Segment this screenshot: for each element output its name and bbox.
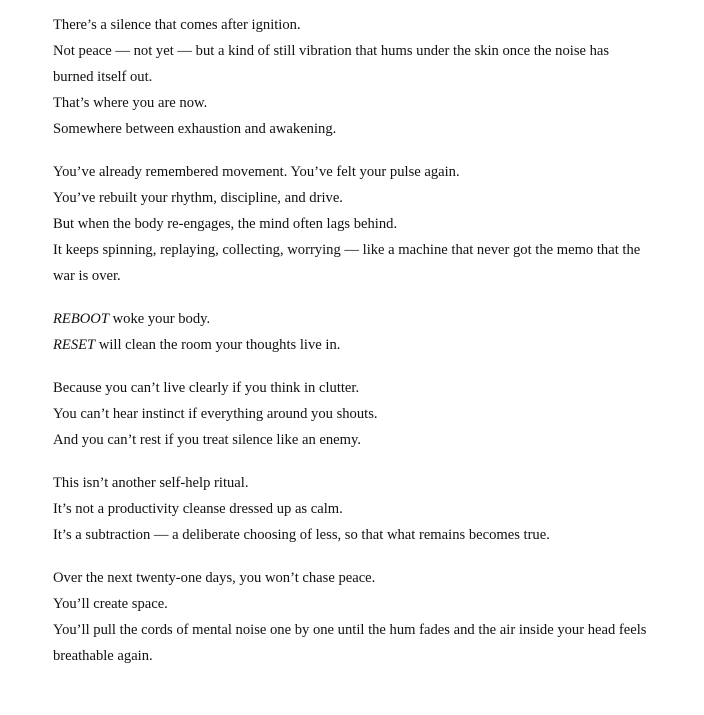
text-line: Not peace — not yet — but a kind of still vibration that hums under the skin once the noise has burned itself out. xyxy=(53,43,610,85)
paragraph-twenty-one-days xyxy=(53,565,653,669)
reboot-line xyxy=(53,306,653,332)
paragraph-reboot-reset xyxy=(53,306,653,358)
text-line: This isn’t another self-help ritual. xyxy=(53,475,249,491)
text-line: You’ve rebuilt your rhythm, discipline, and drive. xyxy=(53,190,343,206)
reset-text: will clean the room your thoughts live in. xyxy=(95,337,341,353)
reboot-title: REBOOT xyxy=(53,311,109,327)
text-line: It’s a subtraction — a deliberate choosing of less, so that what remains becomes true. xyxy=(53,527,550,543)
paragraph-ignition xyxy=(53,12,653,142)
text-line: Somewhere between exhaustion and awakening. xyxy=(53,121,337,137)
paragraph-clutter xyxy=(53,375,653,453)
reboot-text: woke your body. xyxy=(108,311,211,327)
text-line: You can’t hear instinct if everything around you shouts. xyxy=(53,406,378,422)
paragraph-subtraction xyxy=(53,470,653,548)
text-line: You’ll pull the cords of mental noise one by one until the hum fades and the air inside your head feels breathable again. xyxy=(53,622,647,664)
reset-line xyxy=(53,332,653,358)
text-line: It keeps spinning, replaying, collecting, worrying — like a machine that never got the memo that the war is over. xyxy=(53,242,641,284)
text-line: And you can’t rest if you treat silence like an enemy. xyxy=(53,432,361,448)
text-line: But when the body re-engages, the mind often lags behind. xyxy=(53,216,398,232)
paragraph-movement xyxy=(53,159,653,289)
text-line: Over the next twenty-one days, you won’t chase peace. xyxy=(53,570,376,586)
text-line: Because you can’t live clearly if you think in clutter. xyxy=(53,380,360,396)
reset-title: RESET xyxy=(53,337,96,353)
text-line: It’s not a productivity cleanse dressed up as calm. xyxy=(53,501,343,517)
text-line: You’ll create space. xyxy=(53,596,168,612)
text-line: There’s a silence that comes after ignition. xyxy=(53,17,301,33)
text-line: You’ve already remembered movement. You’ve felt your pulse again. xyxy=(53,164,460,180)
document-body xyxy=(53,12,653,686)
text-line: That’s where you are now. xyxy=(53,95,208,111)
